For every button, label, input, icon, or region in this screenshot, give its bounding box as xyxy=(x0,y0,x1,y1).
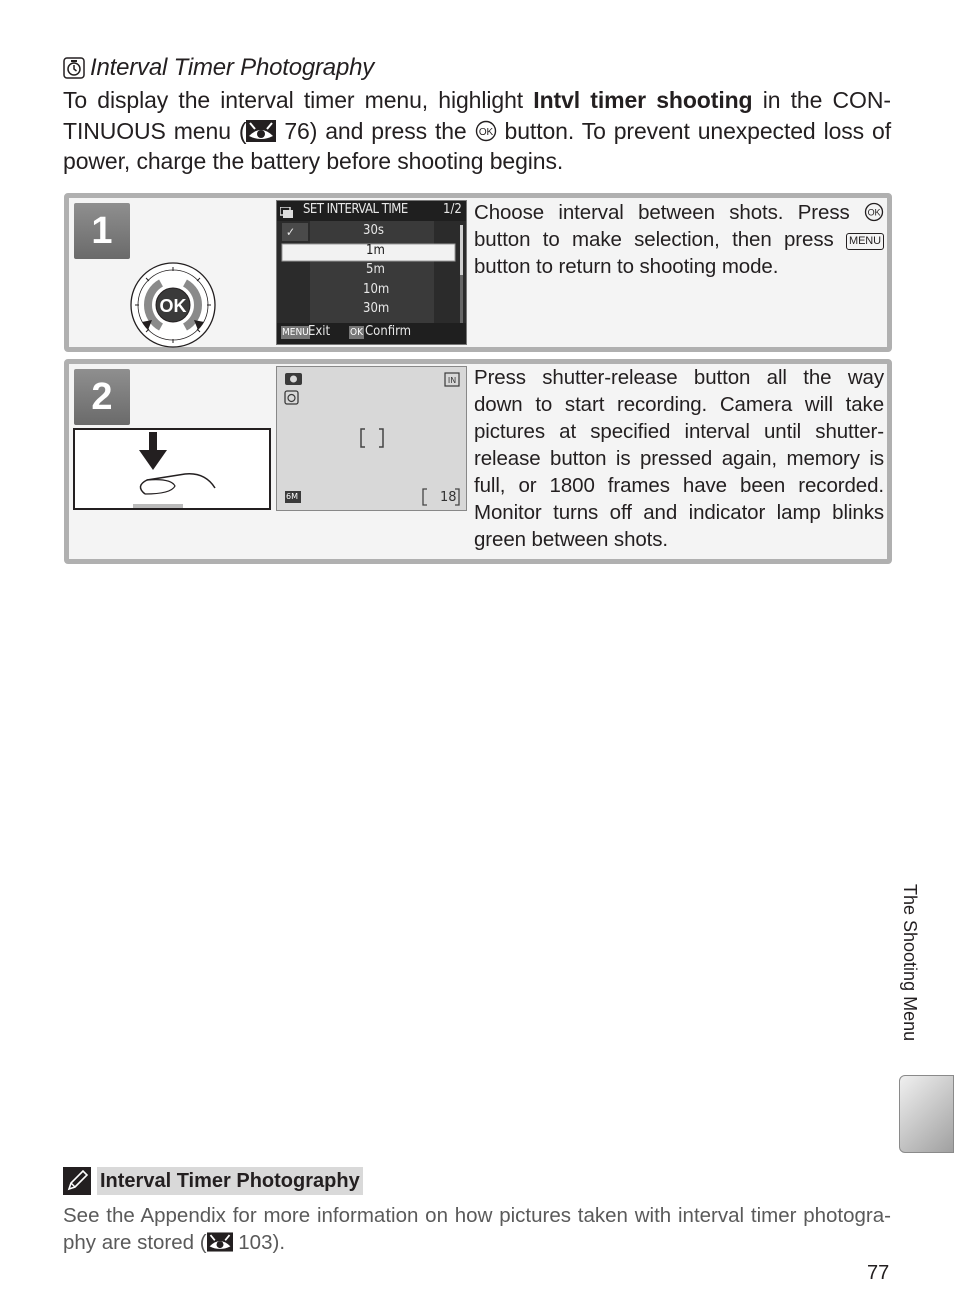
section-heading xyxy=(62,54,374,82)
option-10m[interactable]: 10m xyxy=(363,282,390,297)
svg-text:IN: IN xyxy=(447,376,457,385)
note-heading xyxy=(63,1167,363,1195)
intro-text-4: button. To prevent unexpected loss of power, charge the battery before shooting begins. xyxy=(63,117,891,174)
intro-paragraph xyxy=(63,85,891,177)
shooting-mode-screen xyxy=(276,366,467,511)
dial-ok-label: OK xyxy=(159,296,187,316)
note-body xyxy=(63,1202,891,1256)
option-30m[interactable]: 30m xyxy=(363,301,390,316)
option-30s[interactable]: 30s xyxy=(363,223,384,238)
shutter-press-illustration xyxy=(73,428,271,510)
screen-page: 1/2 xyxy=(443,202,462,217)
side-section-label xyxy=(896,884,926,1064)
step-1-text-b: button to make selection, then press xyxy=(474,228,846,251)
screen-title: SET INTERVAL TIME xyxy=(303,202,408,217)
interval-menu-screen xyxy=(276,200,467,345)
step-2-text: Press shutter-release button all the way down to start recording. Camera will take pictures at specified interval until shutter-release button is pressed again, memory is full, or 1800 frames have been recorded. Monitor turns off and indicator lamp blinks green between shots. xyxy=(474,366,884,551)
intro-text-3: ) and press the xyxy=(309,117,475,144)
intro-text-2: in the CONTINUOUS menu ( xyxy=(63,87,891,144)
side-thumb-tab xyxy=(899,1075,954,1153)
menu-button-icon: MENU xyxy=(846,233,884,250)
intro-bold-option: Intvl timer shooting xyxy=(533,87,753,113)
interval-timer-icon xyxy=(62,56,86,80)
footer-ok-key: OK xyxy=(350,327,363,338)
note-title: Interval Timer Photography xyxy=(97,1167,363,1195)
side-section-label-text: The Shooting Menu xyxy=(900,884,920,1042)
section-title: Interval Timer Photography xyxy=(90,54,375,81)
multi-selector-dial-icon xyxy=(128,262,218,348)
continuous-mode-icon xyxy=(280,204,294,216)
footer-confirm: Confirm xyxy=(365,324,412,339)
page-reference-icon xyxy=(246,120,276,142)
step-1-text-a: Choose interval between shots. Press xyxy=(474,201,864,224)
ok-button-icon xyxy=(475,120,497,142)
page-number: 77 xyxy=(867,1262,890,1284)
note-body-text-a: See the Appendix for more information on how pictures taken with interval timer photography are stored ( xyxy=(63,1204,891,1254)
note-body-text-b: ). xyxy=(272,1231,286,1254)
step-1-number: 1 xyxy=(74,203,130,259)
step-1-text xyxy=(474,199,884,280)
step-1-text-c: button to return to shooting mode. xyxy=(474,255,779,278)
page-reference-icon xyxy=(207,1232,233,1252)
image-size-icon: 6M xyxy=(286,492,298,501)
frames-remaining: 18 xyxy=(440,490,457,505)
ok-button-icon xyxy=(864,202,884,222)
intro-ref-page: 76 xyxy=(284,117,310,144)
option-5m[interactable]: 5m xyxy=(366,262,385,277)
check-icon: ✓ xyxy=(286,225,296,239)
svg-text:OK: OK xyxy=(478,126,493,138)
footer-menu-key: MENU xyxy=(282,327,309,338)
option-1m-selected[interactable]: 1m xyxy=(366,243,385,258)
footer-exit: Exit xyxy=(308,324,331,339)
note-ref-page: 103 xyxy=(238,1231,273,1254)
svg-text:OK: OK xyxy=(867,207,881,218)
pencil-icon xyxy=(63,1167,91,1195)
step-2-number: 2 xyxy=(74,369,130,425)
intro-text-1: To display the interval timer menu, highlight xyxy=(63,87,534,113)
